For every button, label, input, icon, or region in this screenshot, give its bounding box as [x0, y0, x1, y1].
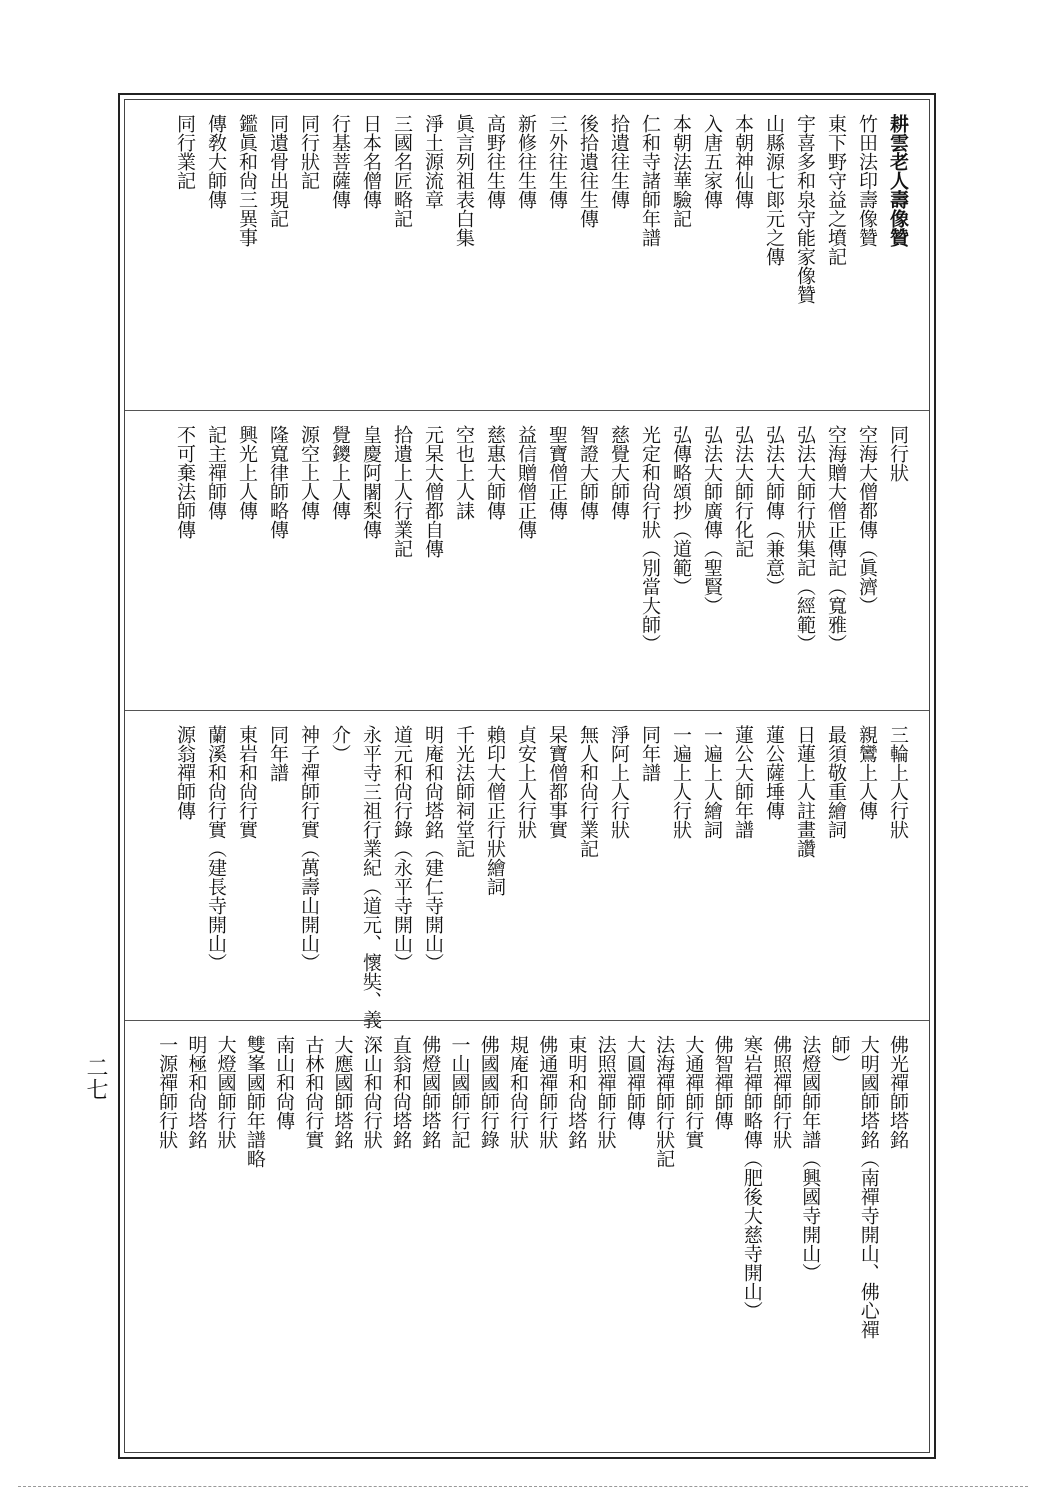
entry: 山縣源七郞元之傳 [763, 114, 785, 266]
entry: 元杲大僧都自傳 [422, 425, 444, 558]
entry: 興光上人傳 [236, 425, 258, 520]
entry: 東下野守益之墳記 [825, 114, 847, 266]
entry: 千光法師祠堂記 [453, 725, 475, 858]
entry: 入唐五家傳 [701, 114, 723, 209]
entry: 神子禪師行實（萬壽山開山） [298, 725, 320, 972]
entry: 弘法大師行化記 [732, 425, 754, 558]
entry: 明庵和尙塔銘（建仁寺開山） [422, 725, 444, 972]
entry: 鑑眞和尙三異事 [236, 114, 258, 247]
entry: 同年譜 [639, 725, 661, 782]
entry: 佛照禪師行狀 [770, 1035, 793, 1149]
entry: 智證大師傳 [577, 425, 599, 520]
entry: 永平寺三祖行業紀（道元、懷奘、義 [360, 725, 382, 1029]
entry: 同行狀 [887, 425, 909, 482]
section-3-columns [147, 725, 909, 1029]
entry: 弘法大師行狀集記（經範） [794, 425, 816, 653]
entry: 弘法大師傳（兼意） [763, 425, 785, 596]
section-2-columns [147, 425, 907, 704]
bottom-rule [18, 1486, 1028, 1487]
entry: 同遺骨出現記 [267, 114, 289, 228]
entry: 深山和尙行狀 [360, 1035, 383, 1149]
entry: 貞安上人行狀 [515, 725, 537, 839]
entry: 法燈國師年譜（興國寺開山） [799, 1035, 822, 1282]
entry: 寒岩禪師略傳（肥後大慈寺開山） [740, 1035, 763, 1320]
entry: 日本名僧傳 [360, 114, 382, 209]
entry: 大明國師塔銘（南禪寺開山、佛心禪 [857, 1035, 880, 1339]
entry: 雙峯國師年譜略 [243, 1035, 266, 1168]
entry: 無人和尙行業記 [577, 725, 599, 858]
entry: 淨阿上人行狀 [608, 725, 630, 839]
entry: 行基菩薩傳 [329, 114, 351, 209]
entry: 一源禪師行狀 [156, 1035, 179, 1149]
entry: 法海禪師行狀記 [653, 1035, 676, 1168]
entry: 法照禪師行狀 [594, 1035, 617, 1149]
entry: 不可棄法師傳 [174, 425, 196, 539]
entry: 宇喜多和泉守能家像贊 [794, 114, 816, 304]
entry: 蓮公大師年譜 [732, 725, 754, 839]
entry: 三國名匠略記 [391, 114, 413, 228]
entry: 益信贈僧正傳 [515, 425, 537, 539]
entry: 慈惠大師傳 [484, 425, 506, 520]
entry: 拾遺上人行業記 [391, 425, 413, 558]
entry: 三外往生傳 [546, 114, 568, 209]
section-1 [125, 100, 929, 410]
entry: 弘法大師廣傳（聖賢） [701, 425, 723, 615]
entry: 佛智禪師傳 [711, 1035, 734, 1130]
entry: 明極和尙塔銘 [185, 1035, 208, 1149]
entry: 大通禪師行實 [682, 1035, 705, 1149]
entry: 南山和尙傳 [273, 1035, 296, 1130]
entry: 同行狀記 [298, 114, 320, 190]
entry: 淨土源流章 [422, 114, 444, 209]
entry: 源空上人傳 [298, 425, 320, 520]
entry: 新修往生傳 [515, 114, 537, 209]
section-4 [125, 1020, 929, 1461]
entry: 日蓮上人註畫讚 [794, 725, 816, 858]
entry: 弘傳略頌抄（道範） [670, 425, 692, 596]
entry: 記主禪師傳 [205, 425, 227, 520]
entry: 大燈國師行狀 [214, 1035, 237, 1149]
entry: 空海大僧都傳（眞濟） [856, 425, 878, 615]
entry: 一遍上人繪詞 [701, 725, 723, 839]
entry: 蘭溪和尙行實（建長寺開山） [205, 725, 227, 972]
entry: 拾遺往生傳 [608, 114, 630, 209]
page-frame [118, 93, 936, 1459]
entry: 東明和尙塔銘 [565, 1035, 588, 1149]
entry: 大圓禪師傳 [623, 1035, 646, 1130]
entry: 三輪上人行狀 [887, 725, 909, 839]
section-1-columns [147, 114, 907, 404]
entry: 直翁和尙塔銘 [390, 1035, 413, 1149]
entry: 蓮公薩埵傳 [763, 725, 785, 820]
entry: 規庵和尙行狀 [506, 1035, 529, 1149]
entry: 聖寶僧正傳 [546, 425, 568, 520]
entry: 空也上人誄 [453, 425, 475, 520]
entry: 隆寬律師略傳 [267, 425, 289, 539]
entry: 東岩和尙行實 [236, 725, 258, 839]
entry-continuation: 介） [329, 725, 351, 763]
page-number: 二七 [83, 1056, 108, 1100]
entry: 大應國師塔銘 [331, 1035, 354, 1149]
entry: 後拾遺往生傳 [577, 114, 599, 228]
entry: 同行業記 [174, 114, 196, 190]
entry: 佛燈國師塔銘 [419, 1035, 442, 1149]
section-4-columns [147, 1035, 907, 1455]
entry: 同年譜 [267, 725, 289, 782]
entry: 最須敬重繪詞 [825, 725, 847, 839]
entry: 道元和尙行錄（永平寺開山） [391, 725, 413, 972]
entry: 竹田法印壽像贊 [856, 114, 878, 247]
entry: 佛國國師行錄 [477, 1035, 500, 1149]
entry: 覺鑁上人傳 [329, 425, 351, 520]
entry: 一遍上人行狀 [670, 725, 692, 839]
entry: 光定和尙行狀（別當大師） [639, 425, 661, 653]
entry-continuation: 師） [828, 1035, 851, 1073]
entry: 仁和寺諸師年譜 [639, 114, 661, 247]
entry: 耕雲老人壽像贊 [887, 114, 909, 247]
entry: 皇慶阿闍梨傳 [360, 425, 382, 539]
entry: 佛光禪師塔銘 [887, 1035, 909, 1149]
entry: 杲寶僧都事實 [546, 725, 568, 839]
entry: 傳敎大師傳 [205, 114, 227, 209]
entry: 親鸞上人傳 [856, 725, 878, 820]
entry: 眞言列祖表白集 [453, 114, 475, 247]
entry: 高野往生傳 [484, 114, 506, 209]
entry: 古林和尙行實 [302, 1035, 325, 1149]
entry: 慈覺大師傳 [608, 425, 630, 520]
entry: 一山國師行記 [448, 1035, 471, 1149]
entry: 空海贈大僧正傳記（寬雅） [825, 425, 847, 653]
entry: 本朝神仙傳 [732, 114, 754, 209]
section-3 [125, 710, 929, 1029]
entry: 賴印大僧正行狀繪詞 [484, 725, 506, 896]
section-2 [125, 410, 929, 710]
entry: 佛通禪師行狀 [536, 1035, 559, 1149]
entry: 本朝法華驗記 [670, 114, 692, 228]
entry: 源翁禪師傳 [174, 725, 196, 820]
page-frame-inner [124, 99, 930, 1453]
